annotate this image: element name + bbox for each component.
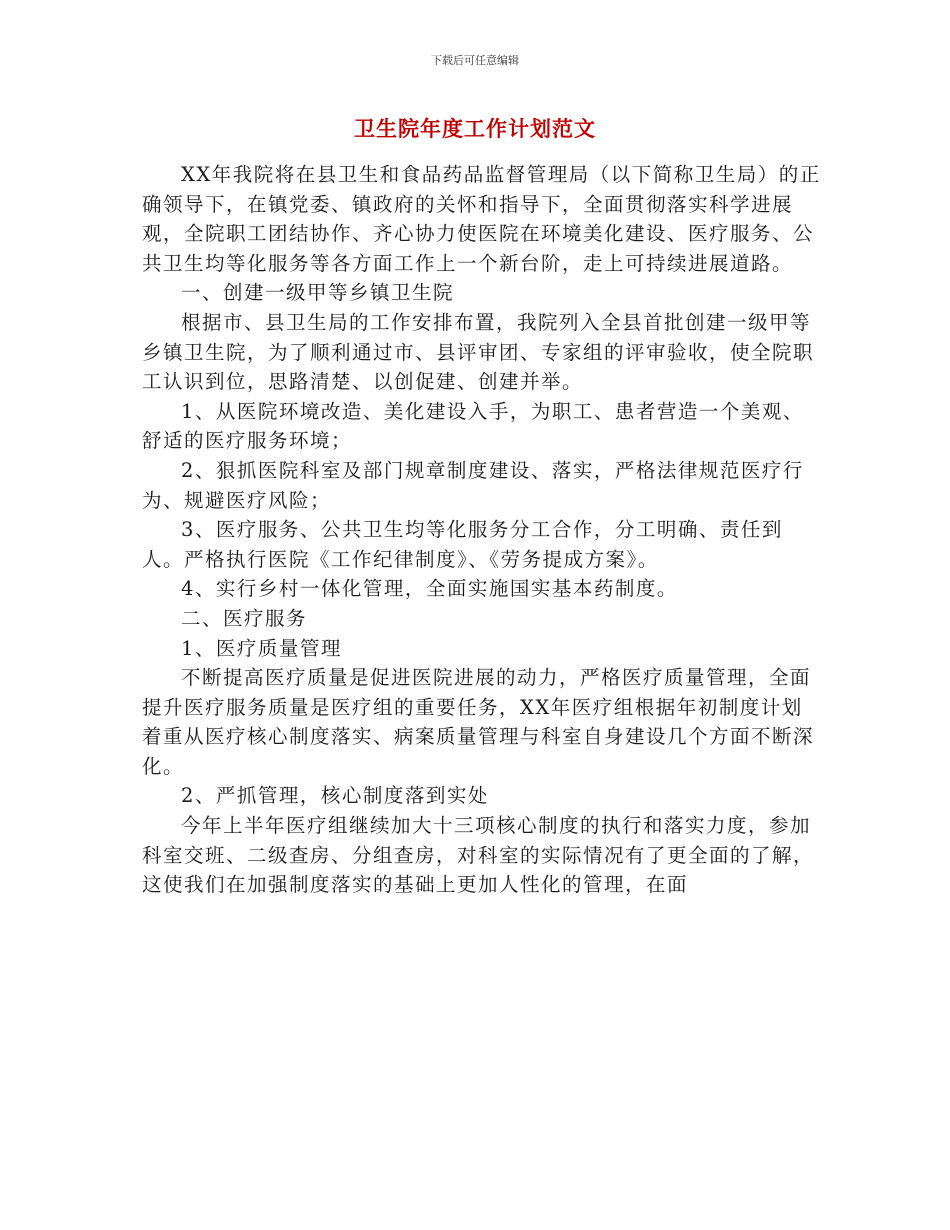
document-title: 卫生院年度工作计划范文 <box>354 117 596 141</box>
list-item-1: 1、从医院环境改造、美化建设入手，为职工、患者营造一个美观、舒适的医疗服务环境； <box>142 399 804 453</box>
subsection-heading-2: 2、严抓管理，核心制度落到实处 <box>181 784 489 808</box>
list-item-4: 4、实行乡村一体化管理，全面实施国实基本药制度。 <box>181 577 678 601</box>
subsection-heading-1: 1、医疗质量管理 <box>181 636 342 660</box>
paragraph-management: 今年上半年医疗组继续加大十三项核心制度的执行和落实力度，参加科室交班、二级查房、分组查房，对科室的实际情况有了更全面的了解，这使我们在加强制度落实的基础上更加人性化的管理，在面 <box>142 814 815 897</box>
paragraph-section-1: 根据市、县卫生局的工作安排布置，我院列入全县首批创建一级甲等乡镇卫生院，为了顺利通过市、县评审团、专家组的评审验收，使全院职工认识到位，思路清楚、以创促建、创建并举。 <box>142 310 815 394</box>
header-note: 下载后可任意编辑 <box>431 54 519 67</box>
section-heading-2: 二、医疗服务 <box>181 606 308 630</box>
document-body <box>142 160 822 900</box>
paragraph-quality: 不断提高医疗质量是促进医院进展的动力，严格医疗质量管理，全面提升医疗服务质量是医疗组的重要任务，XX年医疗组根据年初制度计划着重从医疗核心制度落实、病案质量管理与科室自身建设几个方面不断深化。 <box>142 666 815 778</box>
paragraph-intro: XX年我院将在县卫生和食品药品监督管理局（以下简称卫生局）的正确领导下，在镇党委、镇政府的关怀和指导下，全面贯彻落实科学进展观，全院职工团结协作、齐心协力使医院在环境美化建设、医疗服务、公共卫生均等化服务等各方面工作上一个新台阶，走上可持续进展道路。 <box>142 163 821 275</box>
list-item-3: 3、医疗服务、公共卫生均等化服务分工合作，分工明确、责任到人。严格执行医院《工作纪律制度》、《劳务提成方案》。 <box>142 518 783 571</box>
section-heading-1: 一、创建一级甲等乡镇卫生院 <box>181 281 455 305</box>
list-item-2: 2、狠抓医院科室及部门规章制度建设、落实，严格法律规范医疗行为、规避医疗风险； <box>142 458 804 512</box>
